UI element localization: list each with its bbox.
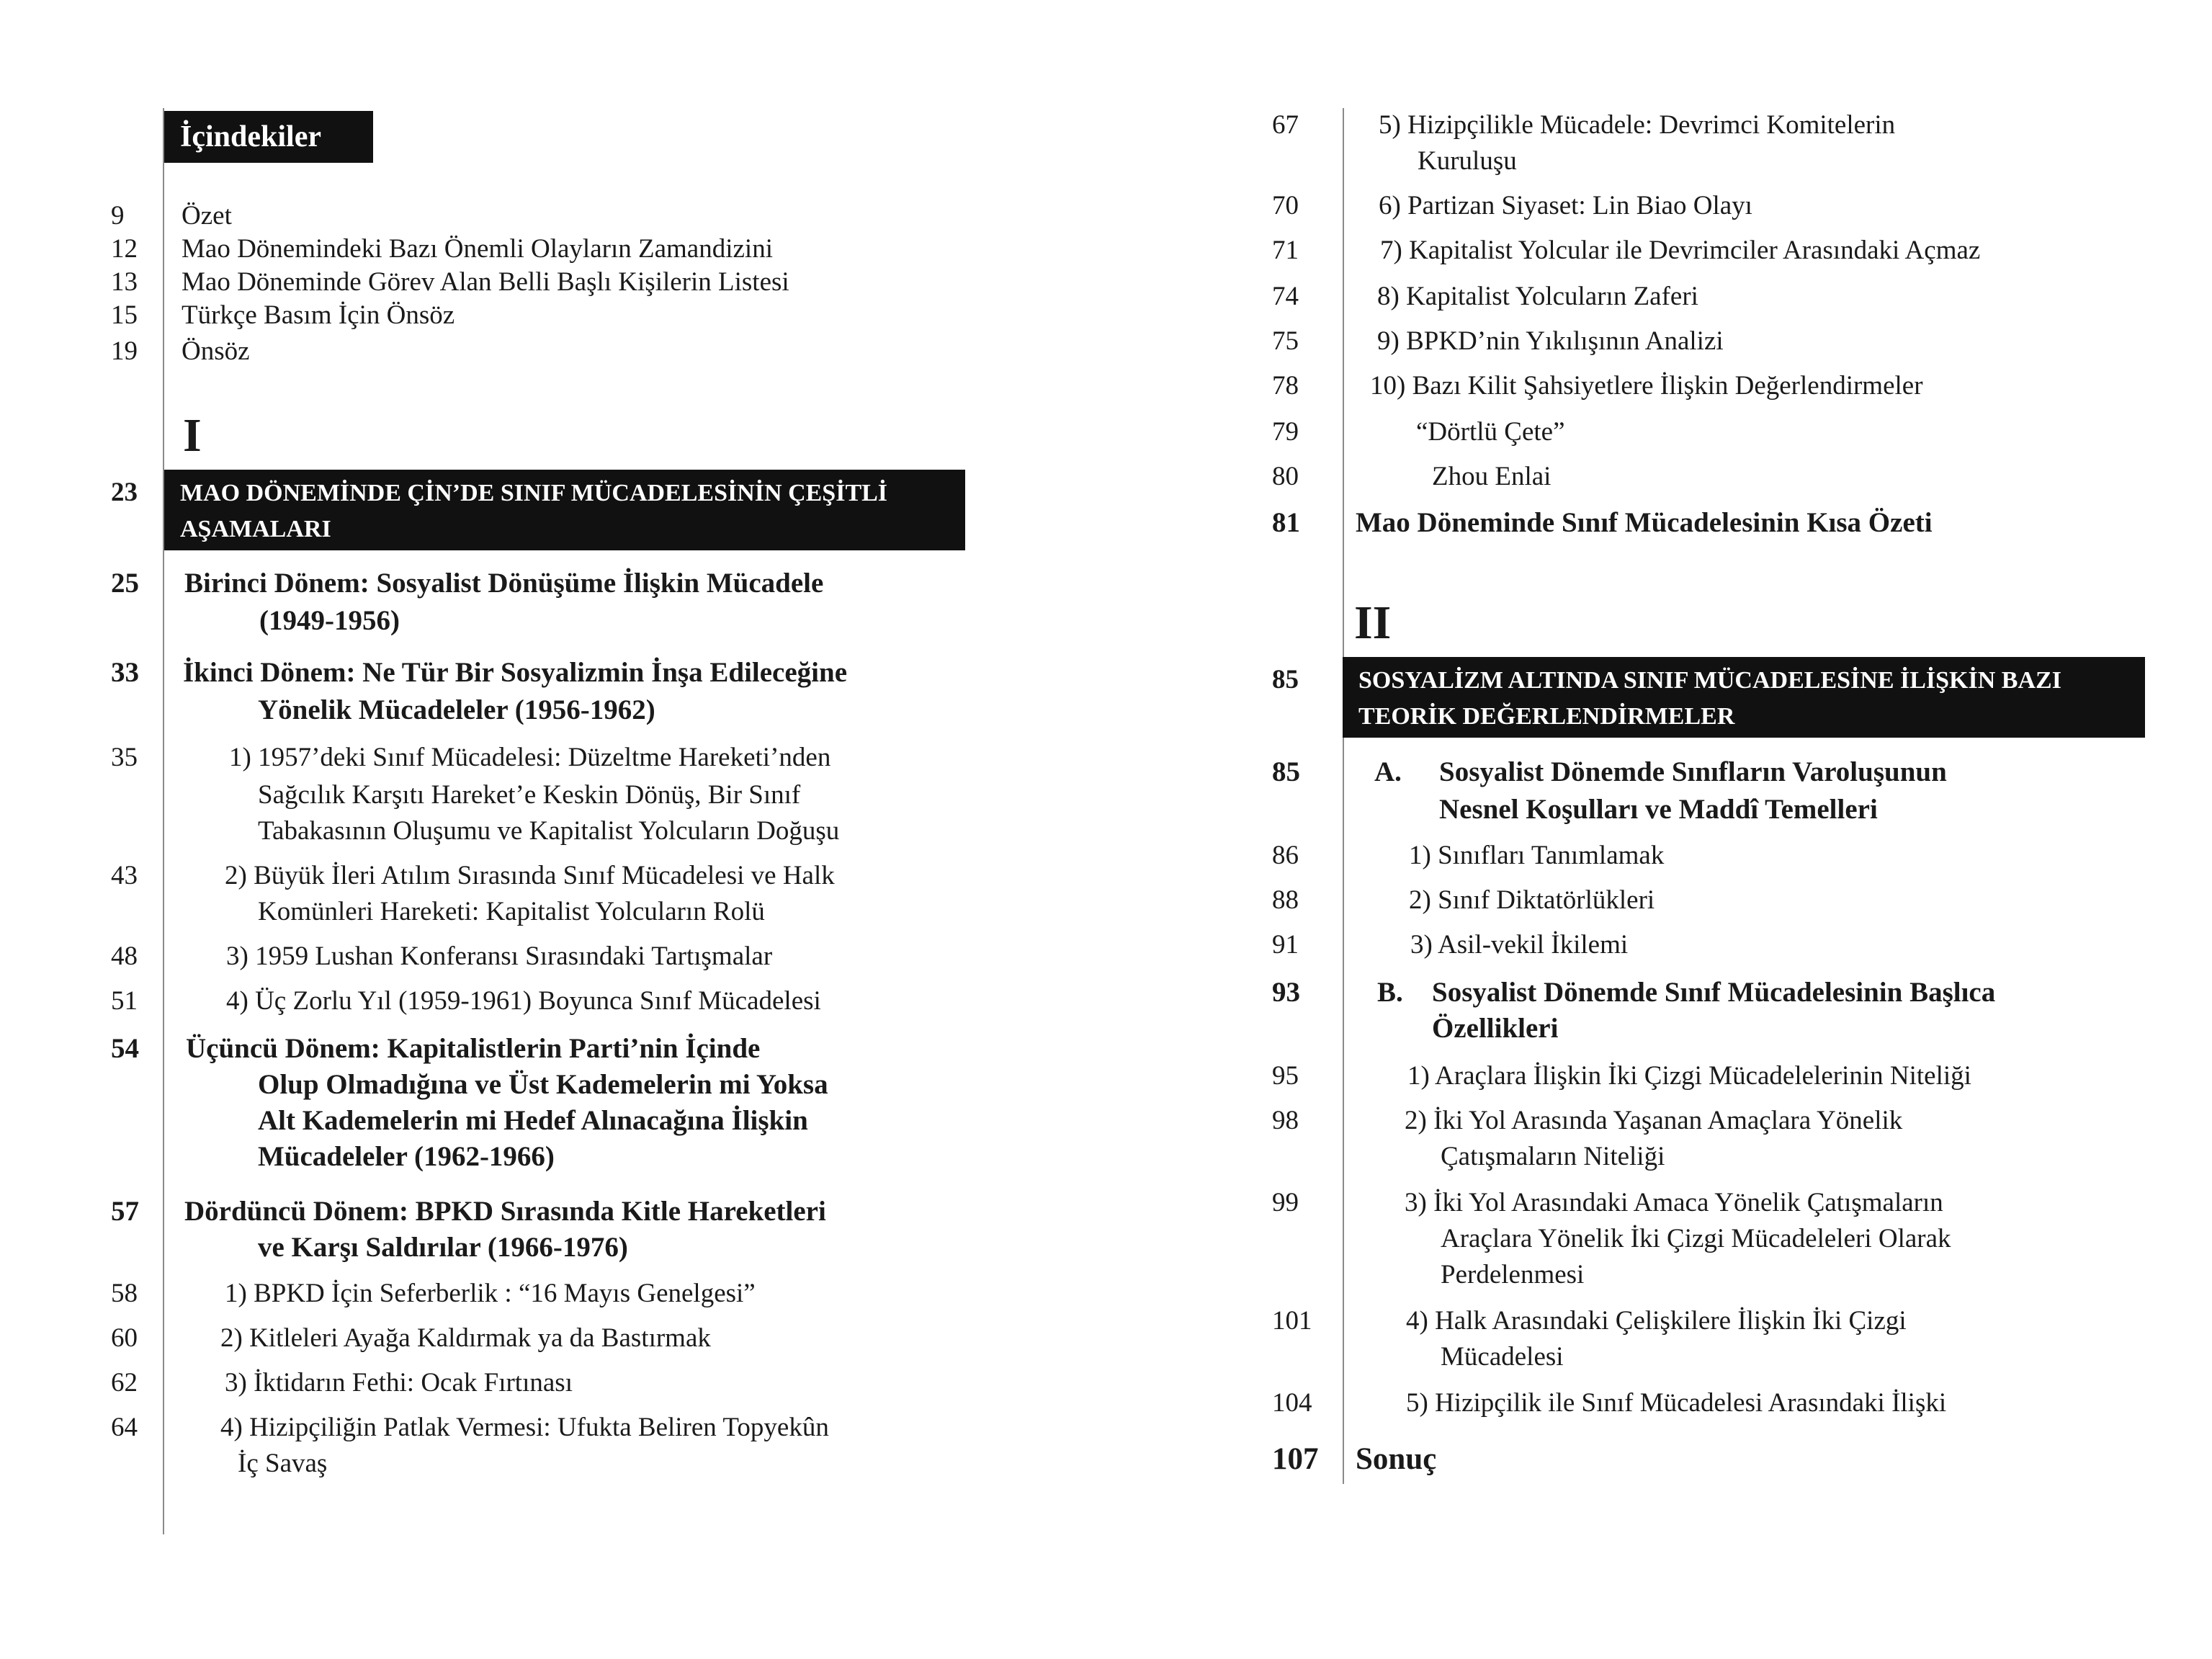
toc-title: İçindekiler: [164, 111, 373, 163]
entry-title: 5) Hizipçilik ile Sınıf Mücadelesi Arasındaki İlişki: [1406, 1388, 1947, 1418]
page-number: 33: [111, 657, 139, 688]
entry-title-cont: (1949-1956): [259, 605, 400, 636]
entry-title: Dördüncü Dönem: BPKD Sırasında Kitle Hareketleri: [184, 1196, 826, 1227]
page-number: 78: [1272, 371, 1299, 401]
page-rule: [163, 108, 164, 1534]
page-number: 12: [111, 234, 138, 264]
entry-title: 2) Sınıf Diktatörlükleri: [1409, 885, 1655, 915]
entry-title: 3) 1959 Lushan Konferansı Sırasındaki Tartışmalar: [226, 942, 773, 971]
page-number: 75: [1272, 326, 1299, 356]
entry-title: 2) İki Yol Arasında Yaşanan Amaçlara Yönelik: [1405, 1106, 1903, 1135]
entry-title-cont: Yönelik Mücadeleler (1956-1962): [258, 694, 655, 725]
entry-title-cont: Olup Olmadığına ve Üst Kademelerin mi Yoksa: [258, 1069, 828, 1100]
entry-title: Mao Döneminde Sınıf Mücadelesinin Kısa Özeti: [1356, 507, 1933, 538]
entry-title-cont: Komünleri Hareketi: Kapitalist Yolcuların Rolü: [258, 897, 765, 926]
page-number: 60: [111, 1323, 138, 1353]
entry-title: Önsöz: [182, 336, 250, 366]
entry-title: İkinci Dönem: Ne Tür Bir Sosyalizmin İnşa Edileceğine: [183, 657, 848, 688]
entry-title: 2) Kitleleri Ayağa Kaldırmak ya da Bastırmak: [220, 1323, 711, 1353]
page-number: 35: [111, 743, 138, 772]
entry-title: 3) İki Yol Arasındaki Amaca Yönelik Çatışmaların: [1405, 1188, 1943, 1217]
entry-title-cont: Perdelenmesi: [1441, 1260, 1585, 1289]
entry-title: Türkçe Basım İçin Önsöz: [182, 300, 455, 330]
right-page: [1109, 0, 2212, 1659]
entry-title: 3) Asil-vekil İkilemi: [1410, 930, 1629, 960]
entry-title-cont: Mücadelesi: [1441, 1342, 1564, 1372]
page-number: 91: [1272, 930, 1299, 960]
entry-label: B.: [1377, 977, 1403, 1008]
page-number: 51: [111, 986, 138, 1016]
entry-title: “Dörtlü Çete”: [1416, 417, 1565, 447]
part-heading: [1343, 657, 2145, 738]
entry-title: 4) Üç Zorlu Yıl (1959-1961) Boyunca Sınıf Mücadelesi: [226, 986, 821, 1016]
entry-title-cont: Araçlara Yönelik İki Çizgi Mücadeleleri Olarak: [1441, 1224, 1951, 1253]
entry-title: 10) Bazı Kilit Şahsiyetlere İlişkin Değerlendirmeler: [1370, 371, 1923, 401]
part-numeral: I: [183, 409, 202, 462]
part-heading: [164, 470, 965, 550]
page-number: 101: [1272, 1306, 1312, 1336]
page-number: 98: [1272, 1106, 1299, 1135]
page-number: 9: [111, 201, 125, 231]
part-heading-line: TEORİK DEĞERLENDİRMELER: [1358, 703, 1735, 730]
page-number: 74: [1272, 282, 1299, 311]
page-number: 19: [111, 336, 138, 366]
entry-title: Sosyalist Dönemde Sınıf Mücadelesinin Başlıca: [1432, 977, 1996, 1008]
part-page-number: 23: [111, 478, 138, 507]
entry-title-cont: Kuruluşu: [1418, 146, 1517, 176]
entry-title: 1) BPKD İçin Seferberlik : “16 Mayıs Genelgesi”: [225, 1279, 756, 1308]
entry-title-cont: Özellikleri: [1432, 1013, 1559, 1044]
page-number: 81: [1272, 507, 1300, 538]
page-number: 70: [1272, 191, 1299, 220]
entry-title: 3) İktidarın Fethi: Ocak Fırtınası: [225, 1368, 573, 1398]
page-number: 71: [1272, 236, 1299, 265]
entry-title: 1) 1957’deki Sınıf Mücadelesi: Düzeltme Hareketi’nden: [229, 743, 831, 772]
entry-title: 2) Büyük İleri Atılım Sırasında Sınıf Mücadelesi ve Halk: [225, 861, 835, 890]
entry-title: Mao Dönemindeki Bazı Önemli Olayların Zamandizini: [182, 234, 773, 264]
entry-title-cont: Nesnel Koşulları ve Maddî Temelleri: [1439, 794, 1878, 825]
entry-title-cont: Sağcılık Karşıtı Hareket’e Keskin Dönüş, Bir Sınıf: [258, 780, 801, 810]
entry-title: 1) Araçlara İlişkin İki Çizgi Mücadelelerinin Niteliği: [1407, 1061, 1971, 1091]
page-number: 80: [1272, 462, 1299, 491]
page-number: 104: [1272, 1388, 1312, 1418]
entry-label: A.: [1374, 756, 1402, 787]
page-number: 93: [1272, 977, 1300, 1008]
entry-title: 8) Kapitalist Yolcuların Zaferi: [1377, 282, 1698, 311]
page-number: 43: [111, 861, 138, 890]
part-numeral: II: [1354, 596, 1392, 649]
entry-title-cont: İç Savaş: [238, 1449, 328, 1478]
page-number: 64: [111, 1413, 138, 1442]
part-heading-line: SOSYALİZM ALTINDA SINIF MÜCADELESİNE İLİŞKİN BAZI: [1358, 667, 2061, 694]
entry-title: 1) Sınıfları Tanımlamak: [1409, 841, 1665, 870]
entry-title: Mao Döneminde Görev Alan Belli Başlı Kişilerin Listesi: [182, 267, 789, 297]
entry-title-cont: Alt Kademelerin mi Hedef Alınacağına İlişkin: [258, 1105, 808, 1136]
page-number: 67: [1272, 110, 1299, 140]
entry-title: Birinci Dönem: Sosyalist Dönüşüme İlişkin Mücadele: [184, 568, 824, 599]
page-number: 85: [1272, 756, 1300, 787]
entry-title: 5) Hizipçilikle Mücadele: Devrimci Komitelerin: [1379, 110, 1896, 140]
page-number: 48: [111, 942, 138, 971]
entry-title: 6) Partizan Siyaset: Lin Biao Olayı: [1379, 191, 1752, 220]
page-number: 99: [1272, 1188, 1299, 1217]
entry-title: Sosyalist Dönemde Sınıfların Varoluşunun: [1439, 756, 1947, 787]
entry-title: 4) Halk Arasındaki Çelişkilere İlişkin İki Çizgi: [1406, 1306, 1907, 1336]
page-number: 54: [111, 1033, 139, 1064]
entry-title: 7) Kapitalist Yolcular ile Devrimciler Arasındaki Açmaz: [1380, 236, 1981, 265]
entry-title: Üçüncü Dönem: Kapitalistlerin Parti’nin İçinde: [186, 1033, 761, 1064]
page-number: 57: [111, 1196, 139, 1227]
entry-title-cont: Tabakasının Oluşumu ve Kapitalist Yolcuların Doğuşu: [258, 816, 840, 846]
page-number: 25: [111, 568, 139, 599]
page-number: 58: [111, 1279, 138, 1308]
page-number: 107: [1272, 1442, 1319, 1476]
part-heading-line: AŞAMALARI: [180, 516, 331, 542]
entry-title-cont: ve Karşı Saldırılar (1966-1976): [258, 1232, 628, 1263]
entry-title: Özet: [182, 201, 232, 231]
entry-title-cont: Çatışmaların Niteliği: [1441, 1142, 1665, 1171]
entry-title: Sonuç: [1356, 1442, 1437, 1476]
page-number: 88: [1272, 885, 1299, 915]
page-number: 15: [111, 300, 138, 330]
entry-title: Zhou Enlai: [1432, 462, 1551, 491]
page-number: 86: [1272, 841, 1299, 870]
part-heading-line: MAO DÖNEMİNDE ÇİN’DE SINIF MÜCADELESİNİN ÇEŞİTLİ: [180, 480, 888, 506]
page-rule: [1343, 108, 1344, 1484]
page-number: 79: [1272, 417, 1299, 447]
entry-title: 9) BPKD’nin Yıkılışının Analizi: [1377, 326, 1724, 356]
page-number: 95: [1272, 1061, 1299, 1091]
page-number: 13: [111, 267, 138, 297]
entry-title-cont: Mücadeleler (1962-1966): [258, 1141, 555, 1172]
part-page-number: 85: [1272, 665, 1299, 694]
page-number: 62: [111, 1368, 138, 1398]
entry-title: 4) Hizipçiliğin Patlak Vermesi: Ufukta Beliren Topyekûn: [220, 1413, 829, 1442]
